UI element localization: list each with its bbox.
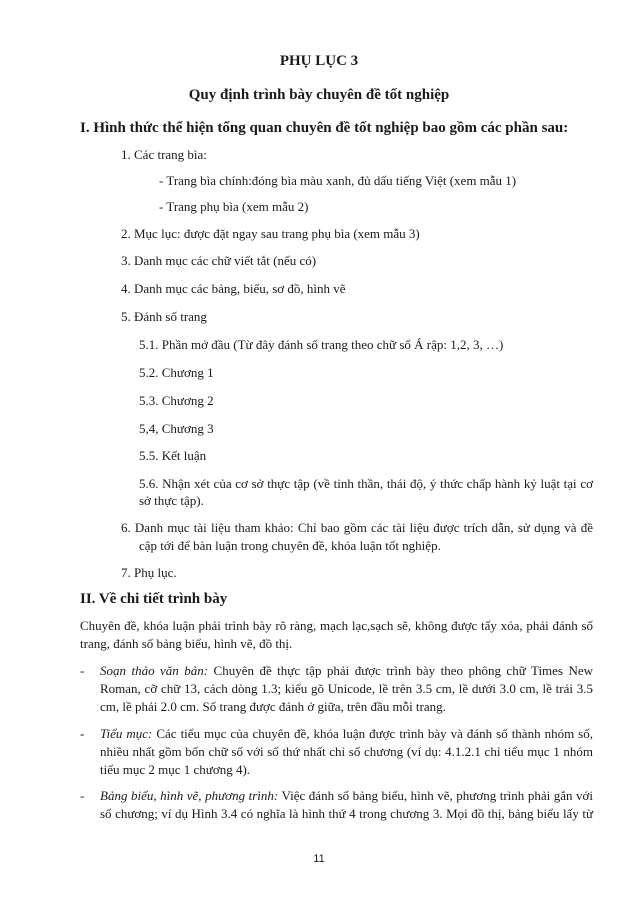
bullet-text: Chuyên đề thực tập phải được trình bày theo phông chữ Times New: [208, 663, 593, 678]
bullet-text: Các tiểu mục của chuyên đề, khóa luận được trình bày và đánh số thành nhóm số,: [152, 726, 593, 741]
list-item: 7. Phụ lục.: [121, 565, 177, 580]
list-item: - Trang phụ bìa (xem mẫu 2): [159, 199, 309, 214]
section-2-heading: II. Về chi tiết trình bày: [80, 591, 228, 607]
bullet-line: [100, 662, 593, 679]
bullet-line: cm, lề phải 2.0 cm. Số trang được đánh ở giữa, trên đầu mỗi trang.: [100, 699, 446, 714]
page-number: 11: [313, 853, 325, 865]
bullet-line: tiểu mục 2 mục 1 chương 4).: [100, 762, 251, 777]
bullet-label: Bảng biểu, hình vẽ, phương trình:: [100, 788, 279, 803]
bullet-text: Việc đánh số bảng biểu, hình vẽ, phương trình phải gắn với: [278, 788, 593, 803]
list-item: 3. Danh mục các chữ viết tắt (nếu có): [121, 253, 317, 268]
list-item: 6. Danh mục tài liệu tham khảo: Chỉ bao gồm các tài liệu được trích dẫn, sử dụng và đề: [121, 520, 593, 535]
bullet-dash: -: [80, 788, 85, 803]
bullet-line: số chương; ví dụ Hình 3.4 có nghĩa là hình thứ 4 trong chương 3. Mọi đồ thị, bảng biểu lấy từ: [100, 806, 593, 821]
document-subtitle: Quy định trình bày chuyên đề tốt nghiệp: [188, 87, 450, 103]
sub-list-item: 5.3. Chương 2: [139, 393, 214, 408]
list-item: 4. Danh mục các bảng, biểu, sơ đồ, hình vẽ: [121, 281, 346, 296]
bullet-line: nhiều nhất gồm bốn chữ số với số thứ nhất chỉ số chương (ví dụ: 4.1.2.1 chỉ tiểu mục 1 nhóm: [100, 744, 593, 759]
sub-list-item: 5.1. Phần mở đầu (Từ đây đánh số trang theo chữ số Á rập: 1,2, 3, …): [139, 337, 504, 352]
bullet-label: Tiểu mục:: [100, 726, 153, 741]
bullet-dash: -: [80, 663, 85, 678]
list-item: 2. Mục lục: được đặt ngay sau trang phụ bìa (xem mẫu 3): [121, 226, 420, 241]
section-2-intro-line: trang, đánh số bảng biểu, hình vẽ, đồ thị.: [80, 636, 293, 651]
section-2-intro-line: Chuyên đề, khóa luận phải trình bày rõ ràng, mạch lạc,sạch sẽ, không được tẩy xóa, phải đánh số: [80, 618, 593, 633]
list-item: - Trang bìa chính:đóng bìa màu xanh, đủ dấu tiếng Việt (xem mẫu 1): [159, 173, 517, 188]
bullet-line: [100, 725, 593, 742]
bullet-label: Soạn thảo văn bản:: [100, 663, 209, 678]
bullet-line: [100, 787, 593, 804]
sub-list-item: 5.2. Chương 1: [139, 365, 214, 380]
sub-list-item: 5.5. Kết luận: [139, 448, 207, 463]
sub-list-item: 5,4, Chương 3: [139, 421, 214, 436]
appendix-title: PHỤ LỤC 3: [279, 53, 359, 69]
sub-list-item: 5.6. Nhận xét của cơ sở thực tập (về tinh thần, thái độ, ý thức chấp hành kỷ luật tại cơ: [139, 476, 593, 491]
list-item: 5. Đánh số trang: [121, 309, 207, 324]
list-item-continuation: cập tới để bàn luận trong chuyên đề, khóa luận tốt nghiệp.: [139, 538, 441, 553]
list-item: 1. Các trang bìa:: [121, 147, 207, 162]
sub-list-item-continuation: sở thực tập).: [139, 493, 204, 508]
bullet-line: Roman, cỡ chữ 13, cách dòng 1.3; kiểu gõ Unicode, lề trên 3.5 cm, lề dưới 3.0 cm, lề trái 3.5: [100, 681, 593, 696]
section-1-heading: I. Hình thức thể hiện tổng quan chuyên đề tốt nghiệp bao gồm các phần sau:: [80, 120, 569, 136]
bullet-dash: -: [80, 726, 85, 741]
